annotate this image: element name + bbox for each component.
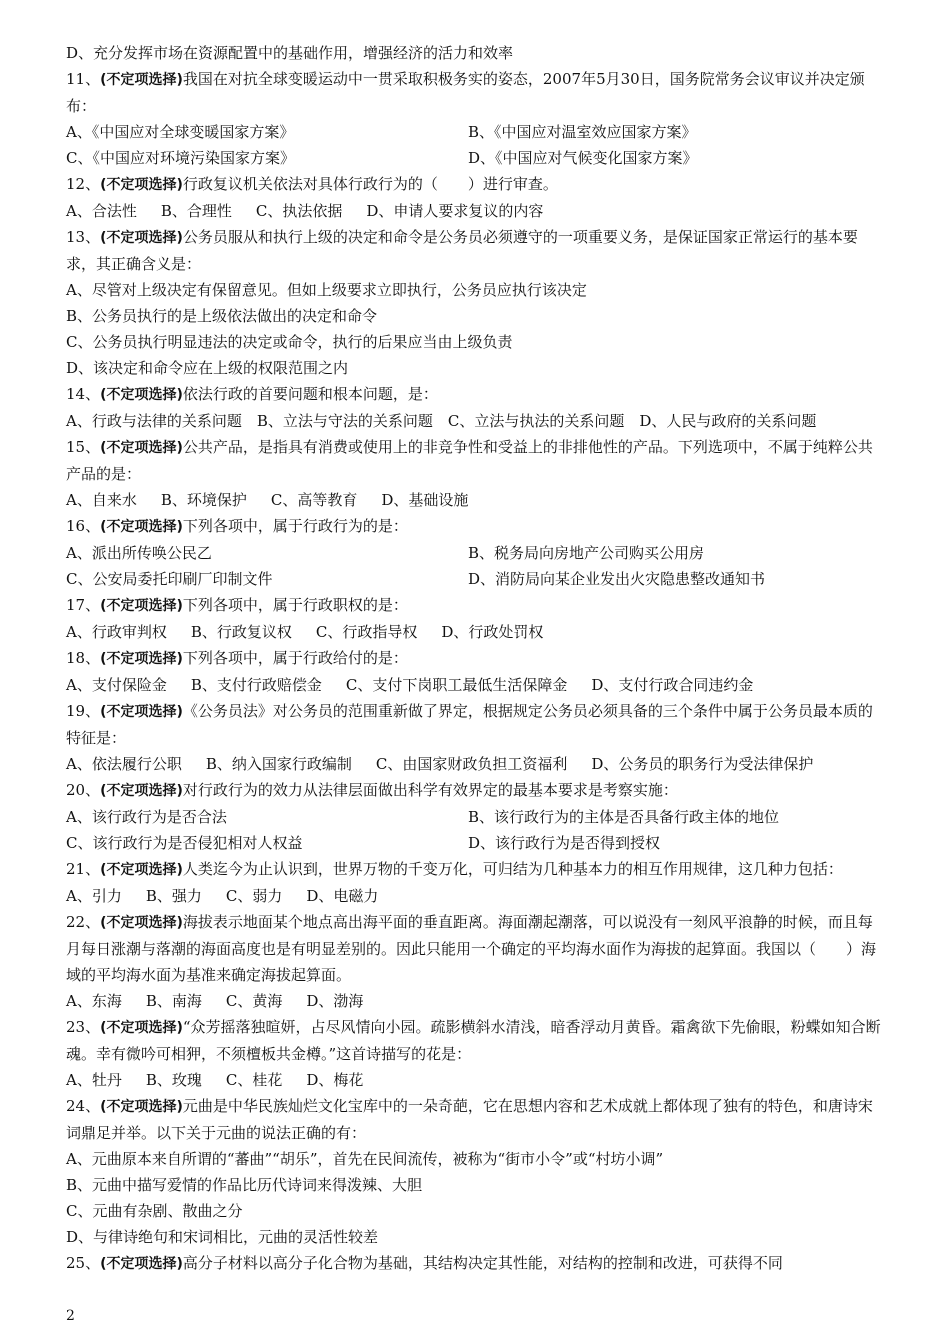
option-b: B、公务员执行的是上级依法做出的决定和命令 [66, 307, 378, 325]
options-row [66, 145, 886, 171]
option-b: B、行政复议权 [190, 623, 292, 641]
options-row [66, 672, 886, 698]
question-stem: 公共产品，是指具有消费或使用上的非竞争性和受益上的非排他性的产品。下列选项中，不属于纯粹公共产品的是： [66, 438, 873, 483]
options-row [66, 198, 886, 224]
question-number: 19、 [66, 702, 101, 720]
options-row [66, 566, 886, 592]
question-stem: 下列各项中，属于行政给付的是： [182, 649, 408, 667]
option-d: D、公务员的职务行为受法律保护 [591, 755, 814, 773]
question-stem: 下列各项中，属于行政行为的是： [182, 517, 408, 535]
question-number: 14、 [66, 385, 101, 403]
option-c: C、元曲有杂剧、散曲之分 [66, 1202, 243, 1220]
option-line: D、充分发挥市场在资源配置中的基础作用，增强经济的活力和效率 [66, 44, 514, 62]
option-b: B、税务局向房地产公司购买公用房 [468, 544, 705, 562]
option-c: C、支付下岗职工最低生活保障金 [345, 676, 568, 694]
options-row [66, 804, 886, 830]
option-b: B、《中国应对温室效应国家方案》 [468, 123, 697, 141]
option-a: A、支付保险金 [66, 676, 167, 694]
option-d: D、《中国应对气候变化国家方案》 [468, 149, 698, 167]
option-c: C、由国家财政负担工资福利 [375, 755, 568, 773]
question-type-tag: (不定项选择) [100, 915, 183, 931]
option-b: B、该行政行为的主体是否具备行政主体的地位 [468, 808, 780, 826]
option-a: A、元曲原本来自所谓的“蕃曲”“胡乐”，首先在民间流传，被称为“街市小令”或“村坊小调” [66, 1150, 664, 1168]
option-a: A、合法性 [66, 202, 137, 220]
question-type-tag: (不定项选择) [100, 783, 183, 799]
question-22 [66, 909, 886, 988]
question-type-tag: (不定项选择) [100, 519, 183, 535]
option-d: D、基础设施 [381, 491, 469, 509]
option-c: C、高等教育 [270, 491, 358, 509]
question-stem: 海拔表示地面某个地点高出海平面的垂直距离。海面潮起潮落，可以说没有一刻风平浪静的时候，而且每月每日涨潮与落潮的海面高度也是有明显差别的。因此只能用一个确定的平均海水面作为海拔的起算面。我国以（ ）海域的平均海水面为基准来确定海拔起算面。 [66, 913, 877, 984]
option-d: D、梅花 [306, 1071, 364, 1089]
option-a: A、行政审判权 [66, 623, 167, 641]
option-c: C、弱力 [225, 887, 283, 905]
option-a: A、牡丹 [66, 1071, 122, 1089]
question-15 [66, 434, 886, 487]
question-24 [66, 1093, 886, 1146]
question-14 [66, 381, 886, 408]
question-type-tag: (不定项选择) [100, 1256, 183, 1272]
option-c: C、该行政行为是否侵犯相对人权益 [66, 834, 303, 852]
question-type-tag: (不定项选择) [100, 230, 183, 246]
option-a: A、派出所传唤公民乙 [66, 544, 212, 562]
document-page [66, 40, 886, 1277]
question-18 [66, 645, 886, 672]
question-type-tag: (不定项选择) [100, 387, 183, 403]
options-row [66, 540, 886, 566]
question-number: 17、 [66, 596, 101, 614]
question-type-tag: (不定项选择) [100, 440, 183, 456]
option-d: D、消防局向某企业发出火灾隐患整改通知书 [468, 570, 766, 588]
question-11 [66, 66, 886, 119]
options-row [66, 487, 886, 513]
question-stem: 公务员服从和执行上级的决定和命令是公务员必须遵守的一项重要义务，是保证国家正常运行的基本要求，其正确含义是： [66, 228, 858, 273]
question-number: 12、 [66, 175, 101, 193]
question-stem: 《公务员法》对公务员的范围重新做了界定，根据规定公务员必须具备的三个条件中属于公务员最本质的特征是： [66, 702, 873, 747]
question-number: 16、 [66, 517, 101, 535]
question-stem: 行政复议机关依法对具体行政行为的（ ）进行审查。 [182, 175, 558, 193]
option-a: A、东海 [66, 992, 122, 1010]
question-type-tag: (不定项选择) [100, 862, 183, 878]
options-row [66, 619, 886, 645]
question-23 [66, 1014, 886, 1067]
question-number: 18、 [66, 649, 101, 667]
option-d: D、该决定和命令应在上级的权限范围之内 [66, 359, 349, 377]
options-row [66, 751, 886, 777]
option-b: B、强力 [145, 887, 202, 905]
option-b: B、元曲中描写爱情的作品比历代诗词来得泼辣、大胆 [66, 1176, 423, 1194]
question-number: 11、 [66, 70, 101, 88]
option-c: C、行政指导权 [315, 623, 418, 641]
option-d: D、申请人要求复议的内容 [366, 202, 544, 220]
question-type-tag: (不定项选择) [100, 704, 183, 720]
question-13 [66, 224, 886, 277]
options-row: A、行政与法律的关系问题 B、立法与守法的关系问题 C、立法与执法的关系问题 D、人民与政府的关系问题 [66, 412, 817, 430]
question-stem: 依法行政的首要问题和根本问题，是： [182, 385, 438, 403]
option-a: A、依法履行公职 [66, 755, 182, 773]
option-c: C、《中国应对环境污染国家方案》 [66, 149, 295, 167]
question-stem: 下列各项中，属于行政职权的是： [182, 596, 408, 614]
option-b: B、纳入国家行政编制 [205, 755, 352, 773]
question-stem: 人类迄今为止认识到，世界万物的千变万化，可归结为几种基本力的相互作用规律，这几种力包括： [182, 860, 843, 878]
option-c: C、执法依据 [255, 202, 343, 220]
option-d: D、电磁力 [306, 887, 379, 905]
option-c: C、公务员执行明显违法的决定或命令，执行的后果应当由上级负责 [66, 333, 513, 351]
option-b: B、支付行政赔偿金 [190, 676, 322, 694]
question-type-tag: (不定项选择) [100, 177, 183, 193]
question-17 [66, 592, 886, 619]
options-row [66, 988, 886, 1014]
question-number: 23、 [66, 1018, 101, 1036]
option-b: B、合理性 [160, 202, 232, 220]
question-number: 15、 [66, 438, 101, 456]
option-d: D、该行政行为是否得到授权 [468, 834, 661, 852]
question-16 [66, 513, 886, 540]
option-d: D、行政处罚权 [441, 623, 544, 641]
question-type-tag: (不定项选择) [100, 1099, 183, 1115]
question-number: 22、 [66, 913, 101, 931]
question-21 [66, 856, 886, 883]
question-stem: 我国在对抗全球变暖运动中一贯采取积极务实的姿态，2007年5月30日，国务院常务会议审议并决定颁布： [66, 70, 865, 115]
options-row [66, 830, 886, 856]
option-c: C、黄海 [225, 992, 283, 1010]
option-a: A、《中国应对全球变暖国家方案》 [66, 123, 295, 141]
option-c: C、公安局委托印刷厂印制文件 [66, 570, 273, 588]
options-row [66, 883, 886, 909]
question-number: 20、 [66, 781, 101, 799]
question-stem: 元曲是中华民族灿烂文化宝库中的一朵奇葩，它在思想内容和艺术成就上都体现了独有的特色，和唐诗宋词鼎足并举。以下关于元曲的说法正确的有： [66, 1097, 873, 1142]
question-number: 24、 [66, 1097, 101, 1115]
option-b: B、南海 [145, 992, 202, 1010]
question-number: 25、 [66, 1254, 101, 1272]
question-type-tag: (不定项选择) [100, 598, 183, 614]
option-d: D、渤海 [306, 992, 364, 1010]
question-number: 13、 [66, 228, 101, 246]
question-stem: 高分子材料以高分子化合物为基础，其结构决定其性能，对结构的控制和改进，可获得不同 [182, 1254, 783, 1272]
question-stem: 对行政行为的效力从法律层面做出科学有效界定的最基本要求是考察实施： [182, 781, 678, 799]
option-a: A、引力 [66, 887, 122, 905]
question-12 [66, 171, 886, 198]
option-a: A、自来水 [66, 491, 137, 509]
option-a: A、尽管对上级决定有保留意见。但如上级要求立即执行，公务员应执行该决定 [66, 281, 587, 299]
options-row [66, 1067, 886, 1093]
option-c: C、桂花 [225, 1071, 283, 1089]
question-stem: “众芳摇落独暄妍，占尽风情向小园。疏影横斜水清浅，暗香浮动月黄昏。霜禽欲下先偷眼，粉蝶如知合断魂。幸有微吟可相狎，不须檀板共金樽。”这首诗描写的花是： [66, 1018, 881, 1063]
question-25 [66, 1250, 886, 1277]
question-type-tag: (不定项选择) [100, 651, 183, 667]
option-d: D、与律诗绝句和宋词相比，元曲的灵活性较差 [66, 1228, 379, 1246]
question-type-tag: (不定项选择) [100, 1020, 183, 1036]
question-20 [66, 777, 886, 804]
question-19 [66, 698, 886, 751]
options-row [66, 119, 886, 145]
option-b: B、环境保护 [160, 491, 247, 509]
page-number: 2 [66, 1308, 75, 1324]
question-type-tag: (不定项选择) [100, 72, 183, 88]
question-number: 21、 [66, 860, 101, 878]
option-a: A、该行政行为是否合法 [66, 808, 227, 826]
option-d: D、支付行政合同违约金 [591, 676, 754, 694]
option-b: B、玫瑰 [145, 1071, 202, 1089]
